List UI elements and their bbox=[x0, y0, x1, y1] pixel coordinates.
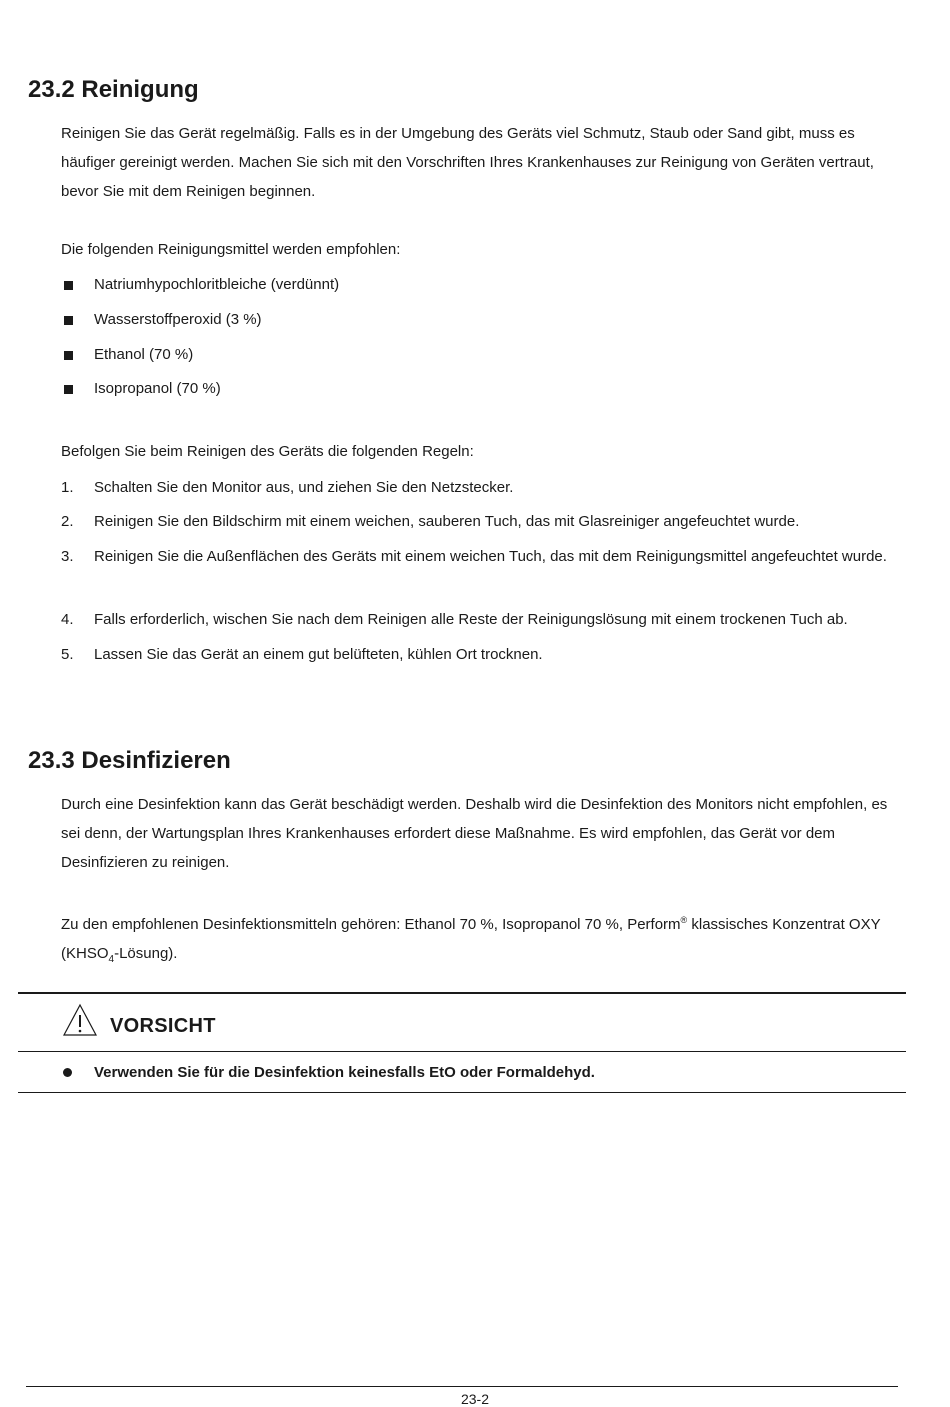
list-number: 5. bbox=[61, 646, 74, 663]
desinfizieren-intro: Durch eine Desinfektion kann das Gerät beschädigt werden. Deshalb wird die Desinfektion des Monitors nicht empfohlen, es sei denn, der Wartungsplan Ihres Krankenhauses erfordert diese Maßnahme. Es wird empfohlen, das Gerät vor dem Desinfizieren zu reinigen. bbox=[61, 796, 888, 871]
disinfectants-text: Zu den empfohlenen Desinfektionsmitteln gehören: Ethanol 70 %, Isopropanol 70 %, Perform bbox=[61, 916, 681, 933]
rules-intro: Befolgen Sie beim Reinigen des Geräts die folgenden Regeln: bbox=[61, 443, 474, 460]
numbered-list-item bbox=[61, 542, 891, 571]
rule-text: Reinigen Sie die Außenflächen des Geräts mit einem weichen Tuch, das mit dem Reinigungsmittel angefeuchtet wurde. bbox=[94, 548, 887, 565]
warning-triangle-icon bbox=[62, 1003, 98, 1037]
square-bullet-icon bbox=[64, 281, 73, 290]
list-item bbox=[61, 340, 891, 369]
numbered-list-item bbox=[61, 507, 891, 536]
rule-text: Reinigen Sie den Bildschirm mit einem weichen, sauberen Tuch, das mit Glasreiniger angefeuchtet wurde. bbox=[94, 513, 800, 530]
rule-text: Schalten Sie den Monitor aus, und ziehen Sie den Netzstecker. bbox=[94, 479, 514, 496]
list-item bbox=[61, 374, 891, 403]
agents-intro: Die folgenden Reinigungsmittel werden empfohlen: bbox=[61, 241, 401, 258]
section-heading-desinfizieren: 23.3 Desinfizieren bbox=[28, 747, 231, 774]
list-number: 1. bbox=[61, 479, 74, 496]
reinigung-intro: Reinigen Sie das Gerät regelmäßig. Falls es in der Umgebung des Geräts viel Schmutz, Staub oder Sand gibt, muss es häufiger gereinigt werden. Machen Sie sich mit den Vorschriften Ihres Krankenhauses zur Reinigung von Geräten vertraut, bevor Sie mit dem Reinigen beginnen. bbox=[61, 125, 874, 200]
square-bullet-icon bbox=[64, 316, 73, 325]
agent-label: Wasserstoffperoxid (3 %) bbox=[94, 311, 262, 328]
numbered-list-item bbox=[61, 605, 891, 634]
rule-text: Falls erforderlich, wischen Sie nach dem Reinigen alle Reste der Reinigungslösung mit einem trockenen Tuch ab. bbox=[94, 611, 848, 628]
caution-item: Verwenden Sie für die Desinfektion keinesfalls EtO oder Formaldehyd. bbox=[94, 1064, 595, 1081]
numbered-list-item bbox=[61, 640, 891, 669]
list-number: 4. bbox=[61, 611, 74, 628]
round-bullet-icon bbox=[63, 1068, 72, 1077]
registered-mark: ® bbox=[680, 915, 688, 925]
footer-rule bbox=[26, 1386, 898, 1387]
agent-label: Ethanol (70 %) bbox=[94, 346, 194, 363]
square-bullet-icon bbox=[64, 385, 73, 394]
section-heading-reinigung: 23.2 Reinigung bbox=[28, 76, 199, 103]
disinfectants-text-end: -Lösung). bbox=[114, 945, 178, 962]
page-number: 23-2 bbox=[460, 1391, 490, 1407]
list-number: 3. bbox=[61, 548, 74, 565]
caution-bottom-rule bbox=[18, 1092, 906, 1093]
agent-label: Isopropanol (70 %) bbox=[94, 380, 221, 397]
square-bullet-icon bbox=[64, 351, 73, 360]
caution-top-rule bbox=[18, 992, 906, 994]
list-item bbox=[61, 305, 891, 334]
rule-text: Lassen Sie das Gerät an einem gut belüfteten, kühlen Ort trocknen. bbox=[94, 646, 543, 663]
agent-label: Natriumhypochloritbleiche (verdünnt) bbox=[94, 276, 340, 293]
disinfectants-text-cont: klassisches Konzentrat OXY (KHSO bbox=[61, 916, 881, 962]
list-number: 2. bbox=[61, 513, 74, 530]
disinfectants-paragraph bbox=[61, 906, 891, 974]
numbered-list-item bbox=[61, 473, 891, 502]
list-item bbox=[61, 270, 891, 299]
subscript-four: 4 bbox=[108, 954, 115, 965]
caution-divider bbox=[18, 1051, 906, 1052]
caution-title: VORSICHT bbox=[110, 1015, 216, 1037]
